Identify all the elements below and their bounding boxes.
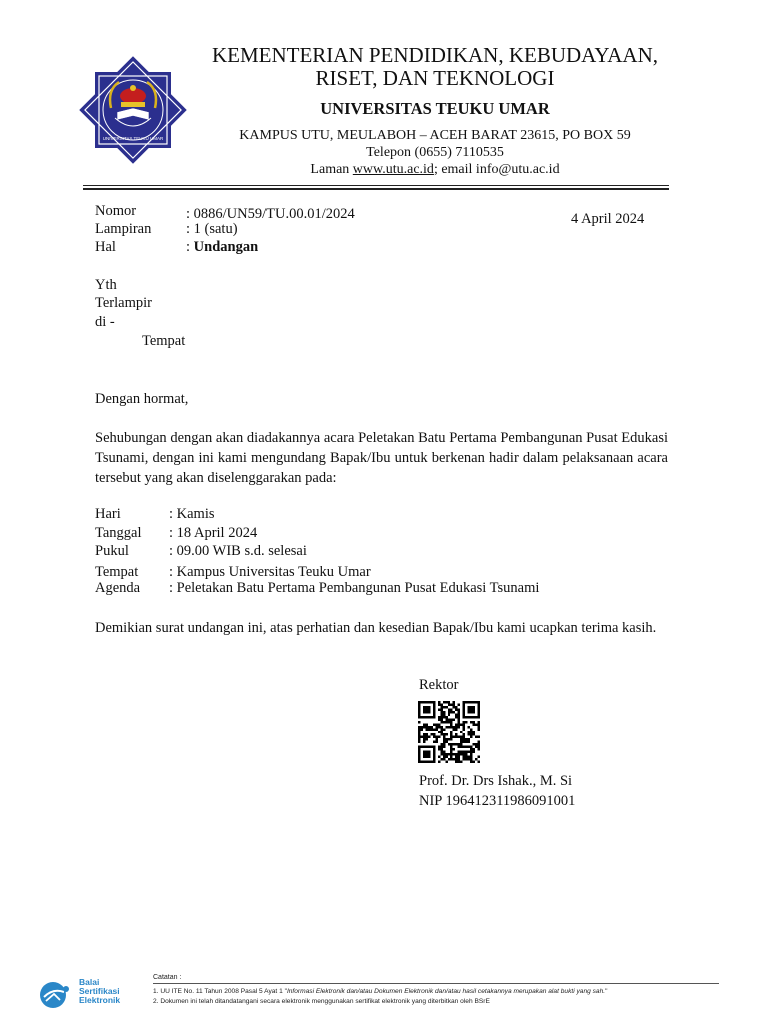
email: ; email info@utu.ac.id — [433, 162, 560, 177]
footer-note-1-suffix: " — [605, 988, 608, 995]
university-logo — [79, 56, 187, 164]
recipient-tempat: Tempat — [142, 333, 186, 349]
university-name: UNIVERSITAS TEUKU UMAR — [320, 99, 550, 118]
web-email — [190, 161, 680, 178]
header-divider-thin — [83, 185, 669, 186]
phone: Telepon (0655) 7110535 — [366, 145, 504, 160]
footer-note-2: 2. Dokumen ini telah ditandatangani secara elektronik menggunakan sertifikat elektronik yang diterbitkan oleh BSrE — [153, 998, 490, 1005]
footer-note-1-prefix: 1. UU ITE No. 11 Tahun 2008 Pasal 5 Ayat 1 " — [153, 988, 287, 995]
bsre-logo-icon — [38, 980, 74, 1010]
address: KAMPUS UTU, MEULABOH – ACEH BARAT 23615, PO BOX 59 — [239, 128, 631, 143]
logo-text: UNIVERSITAS TEUKU UMAR — [102, 136, 164, 141]
hal-field — [186, 238, 258, 256]
closing-paragraph: Demikian surat undangan ini, atas perhatian dan kesedian Bapak/Ibu kami ucapkan terima kasih. — [95, 620, 657, 636]
ministry-line-2: RISET, DAN TEKNOLOGI — [315, 66, 555, 90]
recipient-di: di - — [95, 314, 115, 330]
ministry-line-1: KEMENTERIAN PENDIDIKAN, KEBUDAYAAN, — [211, 43, 659, 67]
recipient-yth: Yth — [95, 277, 117, 293]
footer-divider — [153, 983, 719, 984]
detail-agenda-label: Agenda — [95, 580, 141, 596]
signatory-nip: NIP 196412311986091001 — [419, 793, 576, 809]
detail-pukul-value: : 09.00 WIB s.d. selesai — [169, 543, 307, 559]
header-divider-thick — [83, 188, 669, 190]
website-link[interactable]: www.utu.ac.id — [352, 162, 434, 177]
detail-pukul-label: Pukul — [95, 543, 129, 559]
footer-note-1 — [153, 987, 723, 997]
nomor-label: Nomor — [95, 203, 137, 219]
hal-colon: : — [186, 239, 194, 255]
web-prefix: Laman — [310, 162, 353, 177]
lampiran-label: Lampiran — [95, 221, 152, 237]
detail-tanggal-label: Tanggal — [95, 525, 142, 541]
lampiran-value: : 1 (satu) — [186, 221, 238, 237]
ministry-name — [190, 44, 680, 90]
contact-block — [190, 127, 680, 178]
footer-note-1-quote: Informasi Elektronik dan/atau Dokumen Elektronik dan/atau hasil cetakannya merupakan alat bukti yang sah. — [286, 988, 606, 995]
signatory-title: Rektor — [419, 677, 459, 693]
detail-agenda-value: : Peletakan Batu Pertama Pembangunan Pusat Edukasi Tsunami — [169, 580, 540, 596]
bsre-line-2: Sertifikasi — [79, 986, 120, 996]
detail-tempat-label: Tempat — [95, 564, 139, 580]
nomor-value: : 0886/UN59/TU.00.01/2024 — [186, 206, 355, 222]
bsre-line-3: Elektronik — [79, 995, 121, 1005]
hal-value: Undangan — [193, 239, 259, 255]
letter-date: 4 April 2024 — [571, 211, 645, 227]
bsre-label — [79, 978, 120, 1005]
detail-hari-label: Hari — [95, 506, 121, 522]
intro-paragraph: Sehubungan dengan akan diadakannya acara Peletakan Batu Pertama Pembangunan Pusat Edukasi Tsunami, dengan ini kami mengundang Bapak/Ibu untuk berkenan hadir dalam pelaksanaan acara tersebut yang akan diselenggarakan pada: — [95, 430, 668, 486]
hal-label: Hal — [95, 239, 116, 255]
footer-note-heading: Catatan : — [153, 974, 182, 981]
detail-hari-value: : Kamis — [169, 506, 215, 522]
salutation: Dengan hormat, — [95, 391, 189, 407]
footer-notes — [153, 987, 723, 1007]
qr-code-signature — [418, 701, 480, 763]
recipient-terlampir: Terlampir — [95, 295, 152, 311]
bsre-line-1: Balai — [79, 977, 100, 987]
signatory-name: Prof. Dr. Drs Ishak., M. Si — [419, 773, 573, 789]
detail-tempat-value: : Kampus Universitas Teuku Umar — [169, 564, 371, 580]
detail-tanggal-value: : 18 April 2024 — [169, 525, 258, 541]
